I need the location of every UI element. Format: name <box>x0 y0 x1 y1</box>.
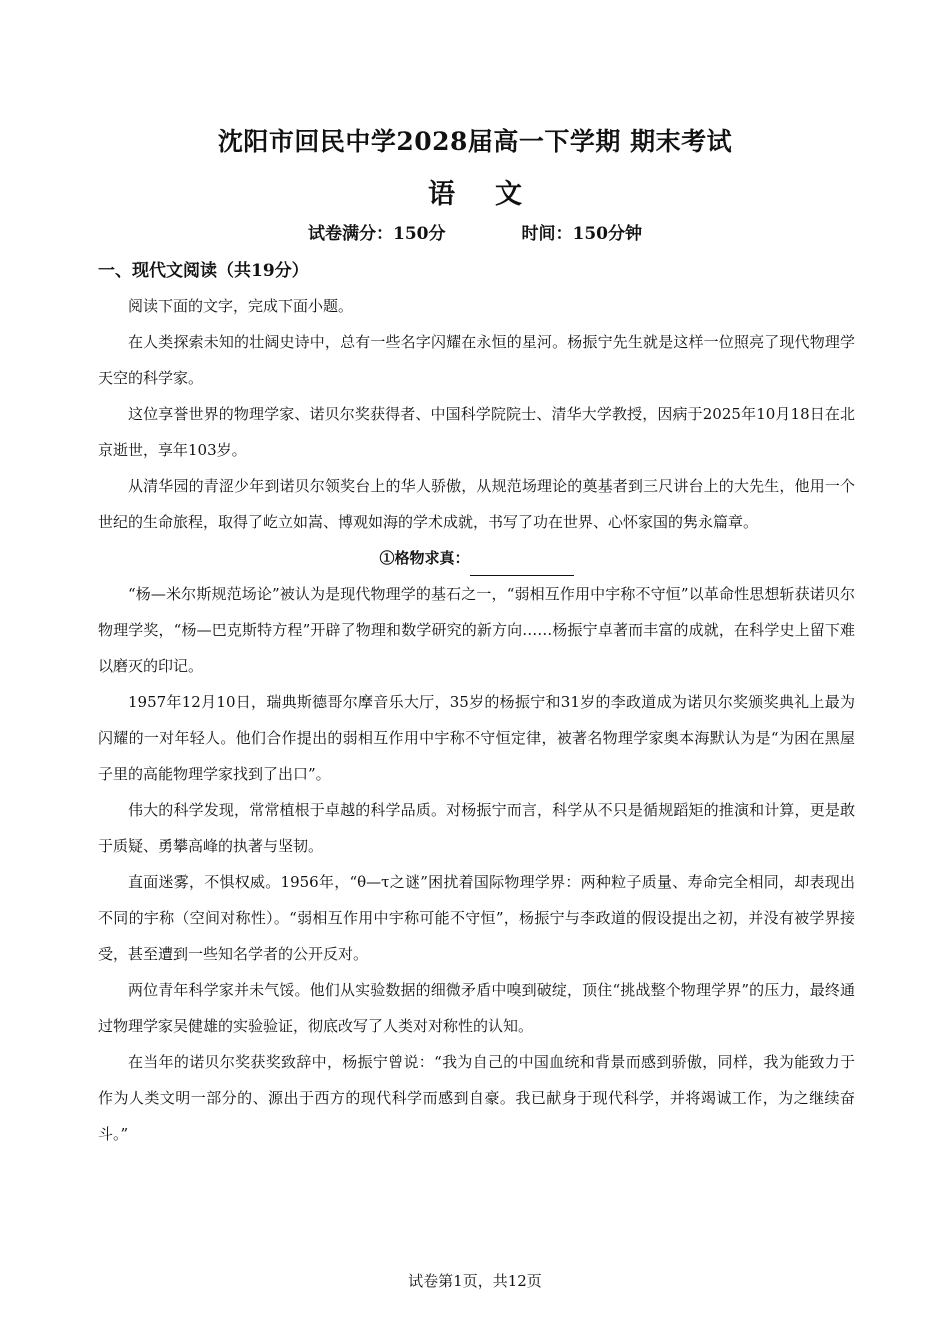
reading-passage <box>98 288 855 1152</box>
paragraph: 伟大的科学发现，常常植根于卓越的科学品质。对杨振宁而言，科学从不只是循规蹈矩的推演和计算，更是敢于质疑、勇攀高峰的执著与坚韧。 <box>98 801 855 855</box>
passage-subheading <box>98 540 855 576</box>
paragraph: “杨—米尔斯规范场论”被认为是现代物理学的基石之一，“弱相互作用中宇称不守恒”以革命性思想斩获诺贝尔物理学奖，“杨—巴克斯特方程”开辟了物理和数学研究的新方向……杨振宁卓著而丰富的成就，在科学史上留下难以磨灭的印记。 <box>98 585 855 675</box>
subheading-label: ①格物求真： <box>379 549 470 567</box>
paragraph: 直面迷雾，不惧权威。1956年，“θ—τ之谜”困扰着国际物理学界：两种粒子质量、寿命完全相同，却表现出不同的宇称（空间对称性）。“弱相互作用中宇称可能不守恒”，杨振宁与李政道的假设提出之初，并没有被学界接受，甚至遭到一些知名学者的公开反对。 <box>98 873 855 963</box>
answer-blank <box>470 559 574 576</box>
paragraph: 在当年的诺贝尔奖获奖致辞中，杨振宁曾说：“我为自己的中国血统和背景而感到骄傲，同样，我为能致力于作为人类文明一部分的、源出于西方的现代科学而感到自豪。我已献身于现代科学，并将竭诚工作，为之继续奋斗。” <box>98 1053 855 1143</box>
exam-duration: 时间：150分钟 <box>521 224 642 244</box>
exam-title: 沈阳市回民中学2028届高一下学期 期末考试 <box>217 127 733 156</box>
reading-instruction: 阅读下面的文字，完成下面小题。 <box>128 297 354 315</box>
paragraph: 这位享誉世界的物理学家、诺贝尔奖获得者、中国科学院院士、清华大学教授，因病于2025年10月18日在北京逝世，享年103岁。 <box>98 405 855 459</box>
page-footer: 试卷第1页，共12页 <box>408 1272 542 1290</box>
paragraph: 从清华园的青涩少年到诺贝尔领奖台上的华人骄傲，从规范场理论的奠基者到三尺讲台上的大先生，他用一个世纪的生命旅程，取得了屹立如嵩、博观如海的学术成就，书写了功在世界、心怀家国的隽永篇章。 <box>98 477 855 531</box>
paragraph: 在人类探索未知的壮阔史诗中，总有一些名字闪耀在永恒的星河。杨振宁先生就是这样一位照亮了现代物理学天空的科学家。 <box>98 333 855 387</box>
full-score: 试卷满分：150分 <box>308 224 446 244</box>
paragraph: 1957年12月10日，瑞典斯德哥尔摩音乐大厅，35岁的杨振宁和31岁的李政道成为诺贝尔奖颁奖典礼上最为闪耀的一对年轻人。他们合作提出的弱相互作用中宇称不守恒定律，被著名物理学家奥本海默认为是“为困在黑屋子里的高能物理学家找到了出口”。 <box>98 693 855 783</box>
section-heading: 一、现代文阅读（共19分） <box>98 261 309 281</box>
subject-title: 语文 <box>428 179 562 210</box>
paragraph: 两位青年科学家并未气馁。他们从实验数据的细微矛盾中嗅到破绽，顶住“挑战整个物理学界”的压力，最终通过物理学家吴健雄的实验验证，彻底改写了人类对对称性的认知。 <box>98 981 855 1035</box>
exam-info <box>0 219 950 244</box>
